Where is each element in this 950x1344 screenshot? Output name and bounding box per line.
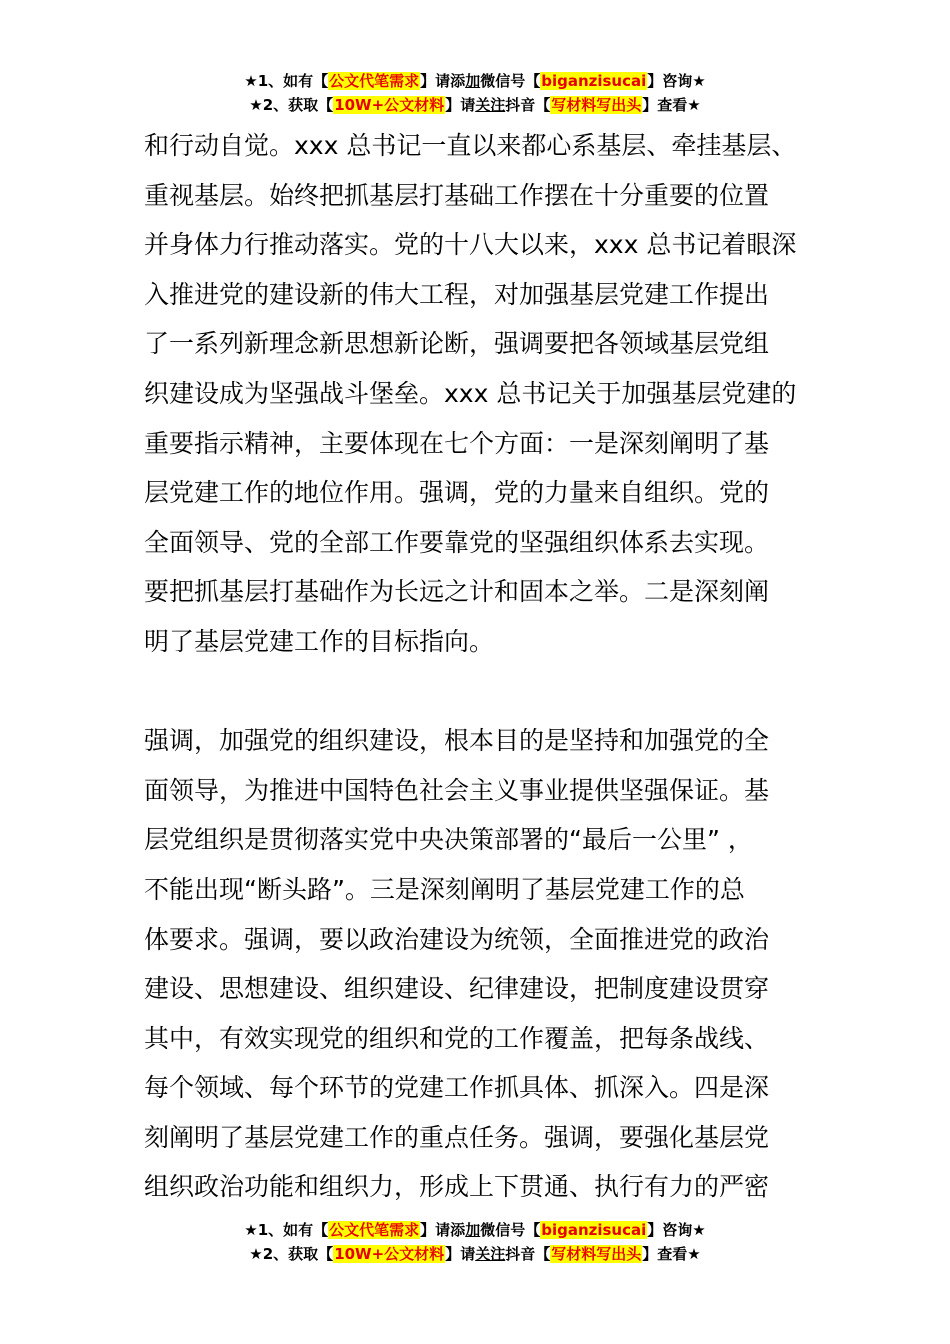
text-line: 层党组织是贯彻落实党中央决策部署的“最后一公里” ，: [144, 825, 753, 855]
banner-text: 】请: [445, 1245, 476, 1263]
banner-text: 】查看★: [642, 1245, 701, 1263]
header-banner: [0, 69, 950, 117]
banner-text: 】请: [445, 96, 476, 114]
banner-text: 】咨询★: [647, 1221, 706, 1239]
banner-line-1: [0, 69, 950, 93]
banner-text: ★1、如有【: [244, 72, 329, 90]
banner-line-1: [0, 1218, 950, 1242]
banner-text: 】查看★: [642, 96, 701, 114]
banner-highlight: 写材料写出头: [551, 96, 642, 114]
banner-text: 】咨询★: [647, 72, 706, 90]
banner-underlined-text: 加: [465, 72, 481, 90]
banner-text: ★2、获取【: [249, 96, 334, 114]
banner-underlined-text: 关注: [475, 1245, 506, 1263]
text-line: 体要求。强调，要以政治建设为统领，全面推进党的政治: [144, 924, 770, 954]
banner-text: ★2、获取【: [249, 1245, 334, 1263]
text-line: 了一系列新理念新思想新论断，强调要把各领域基层党组: [144, 329, 770, 359]
text-line: 和行动自觉。xxx 总书记一直以来都心系基层、牵挂基层、: [144, 131, 797, 160]
banner-text: 抖音【: [505, 1245, 551, 1263]
text-line: 织建设成为坚强战斗堡垒。xxx 总书记关于加强基层党建的: [144, 378, 797, 408]
text-line: 明了基层党建工作的目标指向。: [144, 626, 495, 656]
banner-text: 微信号【: [480, 1221, 541, 1239]
banner-line-2: [0, 1242, 950, 1266]
banner-text: 微信号【: [480, 72, 541, 90]
text-line: 不能出现“断头路”。三是深刻阐明了基层党建工作的总: [144, 874, 745, 904]
text-line: 并身体力行推动落实。党的十八大以来，xxx 总书记着眼深: [144, 230, 797, 260]
banner-text: 】请添: [420, 72, 466, 90]
text-line: 组织政治功能和组织力，形成上下贯通、执行有力的严密: [144, 1172, 770, 1202]
text-line: 全面领导、党的全部工作要靠党的坚强组织体系去实现。: [144, 527, 770, 557]
banner-text: 】请添: [420, 1221, 466, 1239]
paragraph-1: [144, 121, 814, 667]
footer-banner: [0, 1218, 950, 1266]
banner-highlight: 10W+公文材料: [334, 96, 445, 114]
text-line: 重视基层。始终把抓基层打基础工作摆在十分重要的位置: [144, 180, 770, 210]
text-line: 建设、思想建设、组织建设、纪律建设，把制度建设贯穿: [144, 974, 770, 1004]
text-line: 其中，有效实现党的组织和党的工作覆盖，把每条战线、: [144, 1023, 770, 1053]
text-line: 每个领域、每个环节的党建工作抓具体、抓深入。四是深: [144, 1073, 770, 1103]
paragraph-spacer: [144, 667, 814, 717]
text-line: 入推进党的建设新的伟大工程，对加强基层党建工作提出: [144, 279, 770, 309]
text-line: 刻阐明了基层党建工作的重点任务。强调，要强化基层党: [144, 1122, 770, 1152]
banner-highlight: biganzisucai: [541, 1221, 647, 1239]
banner-underlined-text: 关注: [475, 96, 506, 114]
text-line: 重要指示精神，主要体现在七个方面：一是深刻阐明了基: [144, 428, 770, 458]
text-line: 面领导，为推进中国特色社会主义事业提供坚强保证。基: [144, 775, 770, 805]
text-line: 要把抓基层打基础作为长远之计和固本之举。二是深刻阐: [144, 577, 770, 607]
banner-highlight: biganzisucai: [541, 72, 647, 90]
banner-text: 抖音【: [505, 96, 551, 114]
banner-highlight: 10W+公文材料: [334, 1245, 445, 1263]
banner-line-2: [0, 93, 950, 117]
banner-underlined-text: 加: [465, 1221, 481, 1239]
text-line: 强调，加强党的组织建设，根本目的是坚持和加强党的全: [144, 726, 770, 756]
banner-highlight: 写材料写出头: [551, 1245, 642, 1263]
paragraph-2: [144, 716, 814, 1212]
banner-highlight: 公文代笔需求: [329, 1221, 420, 1239]
text-line: 层党建工作的地位作用。强调，党的力量来自组织。党的: [144, 478, 770, 508]
body-text: [144, 121, 814, 1212]
banner-text: ★1、如有【: [244, 1221, 329, 1239]
banner-highlight: 公文代笔需求: [329, 72, 420, 90]
